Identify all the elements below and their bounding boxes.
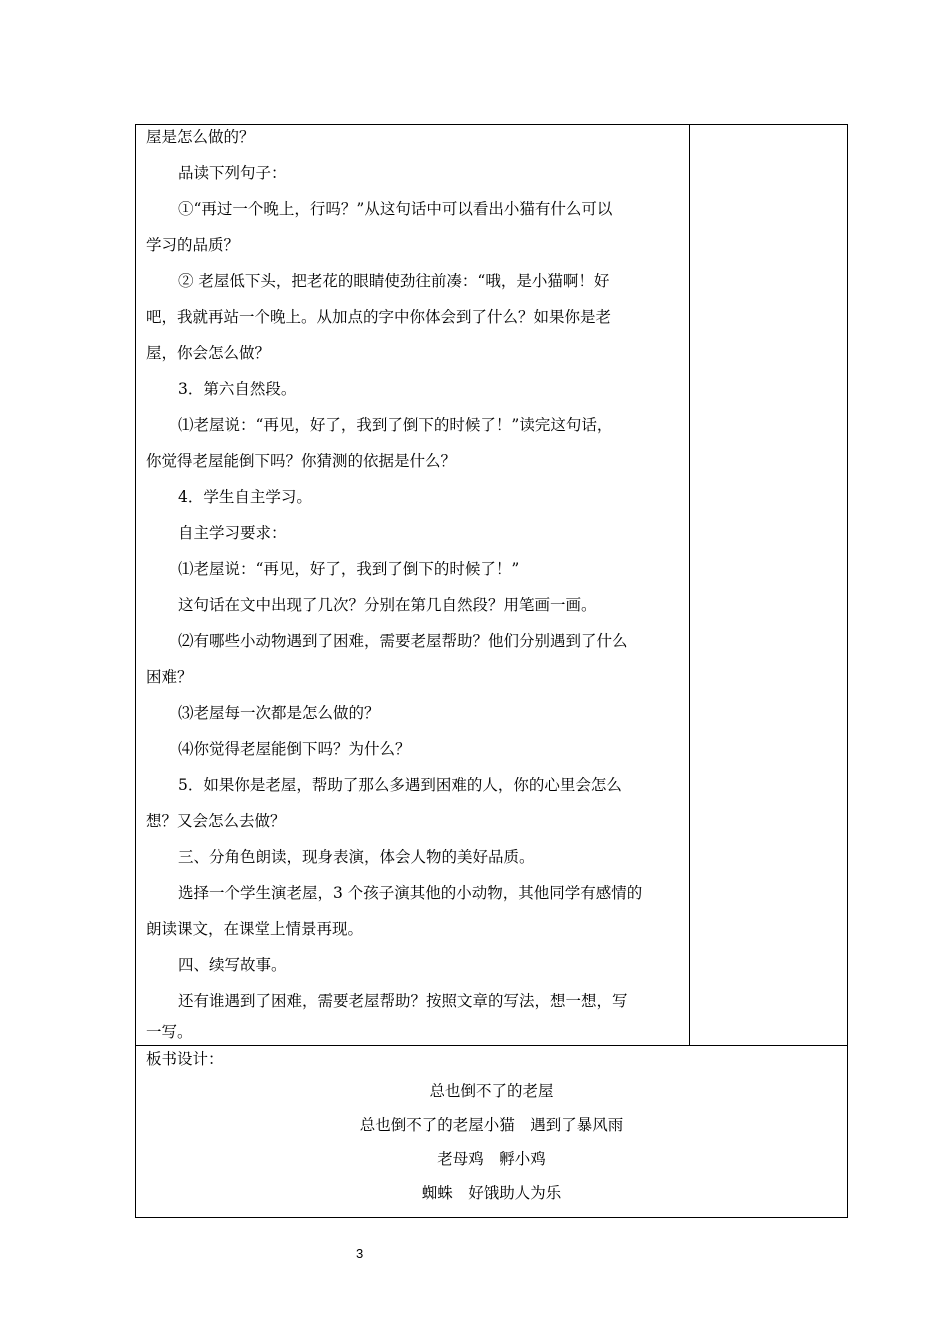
text-line: 一写。 [146,1023,193,1041]
text-line: ⑷你觉得老屋能倒下吗？为什么？ [178,740,411,758]
text-line: 这句话在文中出现了几次？分别在第几自然段？用笔画一画。 [178,596,597,614]
text-line: 4．学生自主学习。 [178,488,312,506]
text-line: ⑴老屋说：“再见，好了，我到了倒下的时候了！” [178,560,520,578]
text-line: 3．第六自然段。 [178,380,297,398]
text-line: ② 老屋低下头，把老花的眼睛使劲往前凑：“哦，是小猫啊！好 [178,272,610,290]
text-line: 5．如果你是老屋，帮助了那么多遇到困难的人，你的心里会怎么 [178,776,622,794]
lesson-table [135,124,848,1218]
board-line: 总也倒不了的老屋 [429,1082,554,1100]
text-line: 学习的品质？ [146,236,240,254]
text-line: 屋是怎么做的？ [146,128,255,146]
text-line: 你觉得老屋能倒下吗？你猜测的依据是什么？ [146,452,457,470]
text-line: 三、分角色朗读，现身表演，体会人物的美好品质。 [178,848,535,866]
column-divider [689,125,690,1045]
text-line: 屋，你会怎么做？ [146,344,271,362]
text-line: 还有谁遇到了困难，需要老屋帮助？按照文章的写法，想一想，写 [178,992,628,1010]
text-line: 四、续写故事。 [178,956,287,974]
text-line: ①“再过一个晚上，行吗？”从这句话中可以看出小猫有什么可以 [178,200,613,218]
board-line: 老母鸡 孵小鸡 [437,1150,546,1168]
text-line: 困难？ [146,668,193,686]
text-line: 自主学习要求： [178,524,287,542]
blackboard-design [136,1045,847,1219]
text-line: 选择一个学生演老屋，3 个孩子演其他的小动物，其他同学有感情的 [178,884,643,902]
text-line: 朗读课文，在课堂上情景再现。 [146,920,364,938]
board-line: 蜘蛛 好饿助人为乐 [421,1184,562,1202]
board-line: 总也倒不了的老屋小猫 遇到了暴风雨 [359,1116,624,1134]
page-number: 3 [356,1246,364,1261]
text-line: ⑵有哪些小动物遇到了困难，需要老屋帮助？他们分别遇到了什么 [178,632,628,650]
text-line: 品读下列句子： [178,164,287,182]
text-line: 吧，我就再站一个晚上。从加点的字中你体会到了什么？如果你是老 [146,308,612,326]
board-title: 板书设计： [146,1050,224,1068]
text-line: ⑶老屋每一次都是怎么做的？ [178,704,380,722]
text-line: ⑴老屋说：“再见，好了，我到了倒下的时候了！”读完这句话， [178,416,613,434]
text-line: 想？又会怎么去做？ [146,812,286,830]
